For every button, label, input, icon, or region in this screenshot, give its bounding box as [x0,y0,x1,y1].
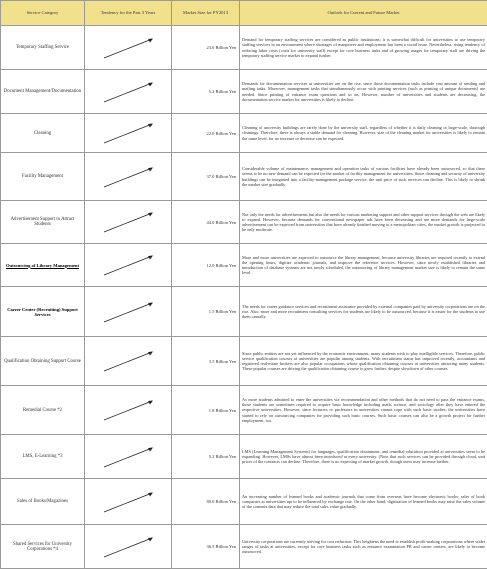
category-cell [1,337,85,386]
outlook-cell: Cleaning of university buildings are rarely done by the university staff, regardless of whether it is daily cleaning or large-scale, thorough cleanings. Therefore, there is always a stable demand for cleaning. However, size of the cleaning market for universities is likely to remain the same level, for no increase or decrease can be expected. [240,114,487,153]
market-size-cell: 80.0 Billion Yen [172,479,240,525]
trend-cell [85,287,172,337]
market-size-cell: 44.0 Billion Yen [172,201,240,244]
trend-cell [85,201,172,244]
market-size-cell: 3.5 Billion Yen [172,337,240,386]
market-size-cell: 5.2 Billion Yen [172,70,240,114]
trend-up-arrow-icon [98,298,158,326]
trend-cell [85,153,172,201]
category-label: Sales of Books/Magazines [17,499,68,504]
category-cell [1,201,85,244]
category-label: Career Center (Recruiting) Support Services [7,307,78,317]
trend-cell [85,525,172,569]
category-cell [1,114,85,153]
table-row [1,337,487,386]
trend-cell [85,114,172,153]
category-label: Temporary Staffing Service [16,45,69,50]
table-row [1,244,487,287]
category-label: Shared Services for University Corporations *4 [13,542,72,552]
category-label: LMS, E-Learning *3 [22,454,62,459]
trend-cell [85,70,172,114]
trend-up-arrow-icon [98,488,158,516]
category-label: Qualification Obtaining Support Course [4,359,81,364]
market-size-cell: 36.5 Billion Yen [172,525,240,569]
market-size-cell: 37.0 Billion Yen [172,153,240,201]
trend-up-arrow-icon [98,443,158,471]
outlook-cell: As more students admitted to enter the universities via recommendation and other methods that do not need to pass the entrance exams, those students are sometimes required to acquire basic knowledge including math, science, and sociology after they have entered the respective universities. However, since lecturers or professors in universities cannot cope with such basic studies, the universities have started to rely on outsourcing companies for providing such basic courses. Such basic courses can also be a growth project for further employment, too. [240,386,487,435]
category-cell [1,26,85,70]
table-row [1,287,487,337]
market-size-cell: 12.0 Billion Yen [172,244,240,287]
table-row [1,153,487,201]
category-cell [1,525,85,569]
category-label: Cleaning [34,131,51,136]
market-size-cell: 22.0 Billion Yen [172,114,240,153]
trend-up-arrow-icon [98,163,158,191]
market-size-cell: 23.0 Billion Yen [172,26,240,70]
category-label: Facility Management [22,174,63,179]
trend-cell [85,479,172,525]
category-label: Advertisement Support to Attract Students [11,217,75,227]
table-row [1,386,487,435]
trend-up-arrow-icon [98,208,158,236]
table-row [1,70,487,114]
category-cell [1,287,85,337]
trend-cell [85,386,172,435]
table-row [1,435,487,479]
outlook-cell: Demand for temporary staffing services are considered as public institutions; it is somewhat difficult for universities to use temporary staffing services in an environment where shortages of manpower and employment has been a social issue. Nevertheless, rising tendency of reducing labor costs (costs for university staff) except for core business tasks and of growing usages for temporary staff are driving the temporary staffing service market to expand further. [240,26,487,70]
trend-cell [85,244,172,287]
category-cell [1,435,85,479]
outlook-cell: Not only the needs for advertisements but also the needs for various marketing support and other support services through the web are likely to expand. However, because demands for conventional newspaper ads have been decreasing and are more demands for large-scale advertisement can be expected from universities that have already finished moving to a metropolitan cities, the market growth is projected to be only moderate. [240,201,487,244]
trend-up-arrow-icon [98,78,158,106]
header-category: Service Category [1,1,85,26]
category-cell [1,153,85,201]
trend-up-arrow-icon [98,533,158,561]
trend-up-arrow-icon [98,347,158,375]
category-label: Remedial Course *2 [23,408,62,413]
market-size-cell: 5.2 Billion Yen [172,435,240,479]
header-row [1,1,487,26]
outlook-cell: University corporations are currently striving for cost reduction. This heightens the need to establish profit-making corporations where wider ranges of tasks at universities, except for core business tasks such as entrance examination PR and career centers, are likely to become outsourced. [240,525,487,569]
outlook-cell: An increasing number of learned books and academic journals that come from overseas have become electronic books; sales of book companies at universities apt to be influenced by exchange rate. On the other hand, digitization of learned books may raise the sales volume of the contents data that may reduce the total sales value gradually. [240,479,487,525]
table-row [1,201,487,244]
header-size: Market Size for FY2013 [172,1,240,26]
table-row [1,525,487,569]
outlook-cell: LMS (Learning Management Systems) for languages, qualification obtainment, and remedial education provided at universities seem to be expanding. However, LMSs have almost been introduced at every university. (Note that such services can be provided through cloud, unit prices of the contracts can decline. Therefore, there is no expecting of market growth, though users may increase further. [240,435,487,479]
category-label: Outsourcing of Library Management [6,263,79,268]
trend-up-arrow-icon [98,34,158,62]
table-row [1,479,487,525]
category-cell [1,479,85,525]
trend-up-arrow-icon [98,251,158,279]
table-row [1,114,487,153]
category-cell [1,386,85,435]
outlook-cell: Considerable volume of maintenance, management and operation tasks of various facilities have already been outsourced, so that there seems to be no new demand can be expected for the market of facility management for universities. Since cleaning and security of university buildings can be integrated into a facility-management package service, the unit price of such services can decline. This is likely to shrink the market size gradually. [240,153,487,201]
header-trend: Tendency for the Past 3 Years [85,1,172,26]
market-size-cell: 1.8 Billion Yen [172,386,240,435]
outlook-cell: Since public entities are not yet influenced by the economic environment, many students wish to play intelligible services. Therefore, public service qualification courses at universities are popular among students. With recruitment status has improved recently, accountants and registered real-estate brokers are also popular occupations whose qualification obtaining courses at universities attracting many students. These popular courses are driving the qualification obtaining course to grow further, despite slowdown of other courses. [240,337,487,386]
table-row [1,26,487,70]
market-size-cell: 1.5 Billion Yen [172,287,240,337]
trend-cell [85,337,172,386]
trend-up-arrow-icon [98,396,158,424]
trend-cell [85,26,172,70]
category-cell [1,70,85,114]
outlook-cell: The needs for career guidance services and recruitment assistance provided by external companies paid by university corporations are on the rise. Also, more and more recruitment consulting services for students are likely to be outsourced, because it is easier for the students to use them casually. [240,287,487,337]
category-cell [1,244,85,287]
outlook-cell: More and more universities are expected to outsource the library management, because university libraries are required recently to extend the opening hours, digitize academic journals, and improve the reference services. However, since newly established libraries and introduction of database systems are not newly scheduled, the outsourcing of library management market size is likely to remain the same level. [240,244,487,287]
trend-cell [85,435,172,479]
category-label: Document Management/Documentation [4,89,81,94]
outlook-cell: Demands for documentation services at universities are on the rise, since those documentation tasks include vast amount of sending and mailing tasks. Moreover, management tasks that simultaneously occur with printing services (such as printing of unique documents) are needed. Since printing of entrance exam questions and so on, However, number of universities and students are decreasing, the documentation service market for universities is likely to decline. [240,70,487,114]
header-outlook: Outlook for Current and Future Market [240,1,487,26]
trend-up-arrow-icon [98,119,158,147]
